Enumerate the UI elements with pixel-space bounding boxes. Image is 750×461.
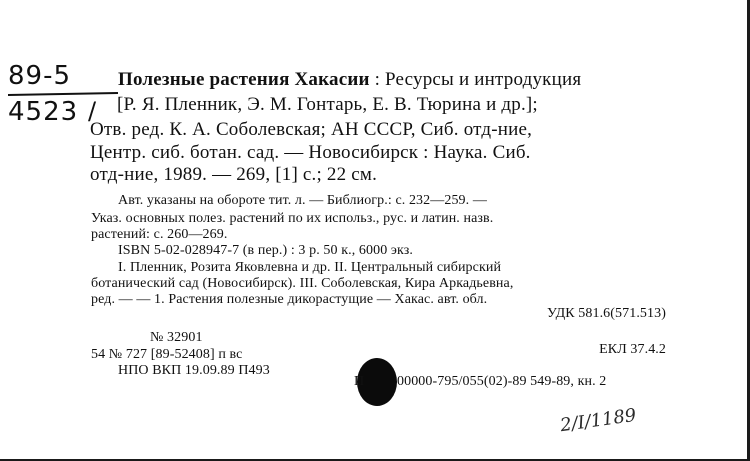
handwritten-call-number-top: 89-5 [8,61,72,91]
order-line: 54 № 727 [89-52408] п вс [91,347,243,362]
handwritten-slash: / [88,97,98,125]
entry-pagination-line: отд-ние, 1989. — 269, [1] с.; 22 см. [90,164,378,185]
handwritten-call-number-bottom: 4523 [8,97,79,127]
entry-editor-line: Отв. ред. К. А. Соболевская; АН СССР, Сиб. отд-ние, [90,119,533,140]
tracing-line-1: I. Пленник, Розита Яковлевна и др. II. Центральный сибирский [118,260,502,275]
tracing-line-2: ботанический сад (Новосибирск). III. Соболевская, Кира Аркадьевна, [91,276,514,291]
ekl-code: ЕКЛ 37.4.2 [599,342,666,357]
handwritten-divider-line [8,92,118,96]
npo-line: НПО ВКП 19.09.89 П493 [118,363,270,378]
classification-code: 00000-795/055(02)-89 549-89, кн. 2 [397,374,607,389]
handwritten-signature: 2/I/1189 [558,404,638,437]
entry-title-rest: : Ресурсы и интродукция [369,69,582,90]
entry-authors-line: [Р. Я. Пленник, Э. М. Гонтарь, Е. В. Тюрина и др.]; [117,94,538,115]
entry-title: Полезные растения Хакасии [118,69,370,90]
entry-title-line [118,69,581,91]
note-index-pages: растений: с. 260—269. [91,227,228,242]
udk-code: УДК 581.6(571.513) [546,306,666,321]
entry-publisher-line: Центр. сиб. ботан. сад. — Новосибирск : Наука. Сиб. [90,142,531,163]
isbn-line: ISBN 5-02-028947-7 (в пер.) : 3 р. 50 к., 6000 экз. [118,243,413,258]
tracing-line-3: ред. — — 1. Растения полезные дикорастущие — Хакас. авт. обл. [91,292,488,307]
note-index: Указ. основных полез. растений по их использ., рус. и латин. назв. [91,211,494,226]
p-letter: П [354,374,365,389]
note-authors-bibliography: Авт. указаны на обороте тит. л. — Библиогр.: с. 232—259. — [118,193,487,208]
card-number: № 32901 [150,330,203,345]
